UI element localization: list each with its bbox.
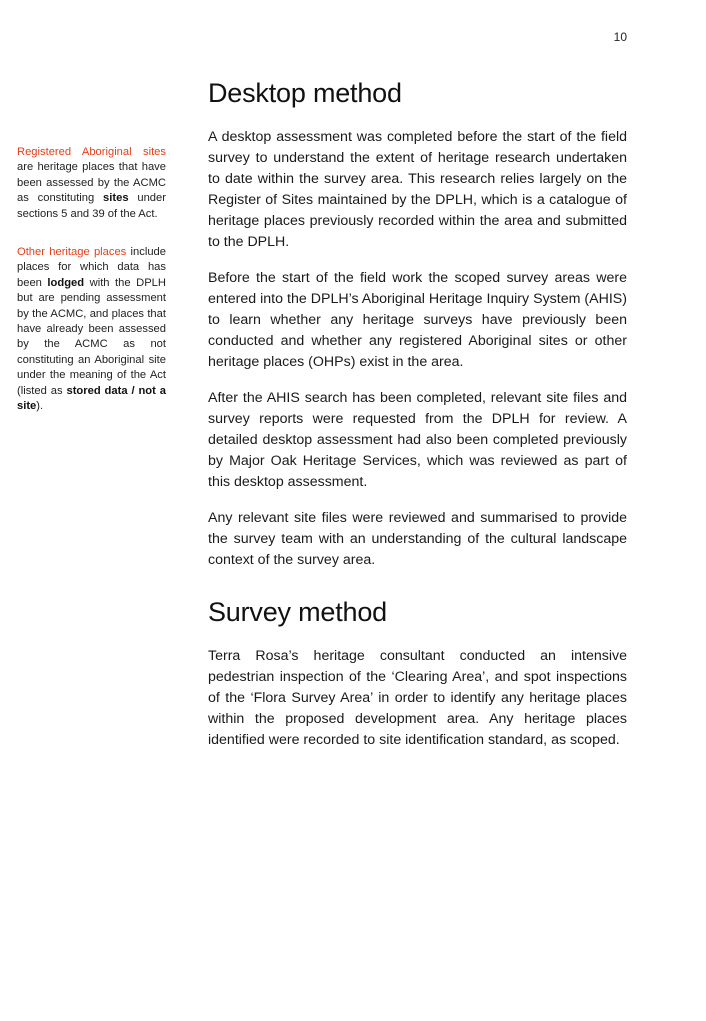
note-bold-term: lodged bbox=[47, 276, 85, 289]
body-paragraph: A desktop assessment was completed before the start of the field survey to understand the extent of heritage research undertaken to date within the survey area. This research relies largely on the Register of Sites maintained by the DPLH, which is a catalogue of heritage places previously recorded within the area and submitted to the DPLH. bbox=[208, 129, 627, 250]
note-highlight: Registered Aboriginal sites bbox=[17, 146, 166, 158]
section-heading: Desktop method bbox=[208, 78, 402, 108]
note-bold-term: stored data / not a site bbox=[17, 384, 166, 413]
body-paragraph: Any relevant site files were reviewed and summarised to provide the survey team with an understanding of the cultural landscape context of the survey area. bbox=[208, 510, 627, 568]
section-desktop-method bbox=[208, 78, 627, 571]
note-text: include places for which data has been bbox=[17, 246, 166, 289]
section-heading: Survey method bbox=[208, 597, 387, 627]
sidebar-note-registered-sites bbox=[17, 145, 166, 222]
section-survey-method bbox=[208, 597, 627, 751]
body-paragraph: Terra Rosa’s heritage consultant conducted an intensive pedestrian inspection of the ‘Clearing Area’, and spot inspections of the ‘Flora Survey Area’ in order to identify any heritage places within the proposed development area. Any heritage places identified were recorded to site identification standard, as scoped. bbox=[208, 648, 627, 748]
note-text: ). bbox=[36, 400, 44, 413]
main-content bbox=[208, 78, 627, 751]
sidebar-note-other-heritage-places bbox=[17, 245, 166, 414]
note-text: are heritage places that have been assessed by the ACMC as constituting bbox=[17, 161, 166, 205]
body-paragraph: After the AHIS search has been completed, relevant site files and survey reports were requested from the DPLH for review. A detailed desktop assessment had also been completed previously by Major Oak Heritage Services, which was reviewed as part of this desktop assessment. bbox=[208, 390, 627, 490]
note-highlight: Other heritage places bbox=[17, 246, 127, 259]
page-number: 10 bbox=[613, 30, 627, 44]
note-text: with the DPLH but are pending assessment by the ACMC, and places that have already been assessed by the ACMC as not constituting an Aboriginal site under the meaning of the Act (listed as bbox=[17, 276, 166, 397]
body-paragraph: Before the start of the field work the scoped survey areas were entered into the DPLH’s Aboriginal Heritage Inquiry System (AHIS) to learn whether any heritage surveys have previously been conducted and whether any registered Aboriginal sites or other heritage places (OHPs) exist in the area. bbox=[208, 270, 627, 370]
sidebar-notes bbox=[17, 145, 166, 415]
note-bold-term: sites bbox=[103, 192, 129, 205]
note-text: under sections 5 and 39 of the Act. bbox=[17, 192, 166, 220]
